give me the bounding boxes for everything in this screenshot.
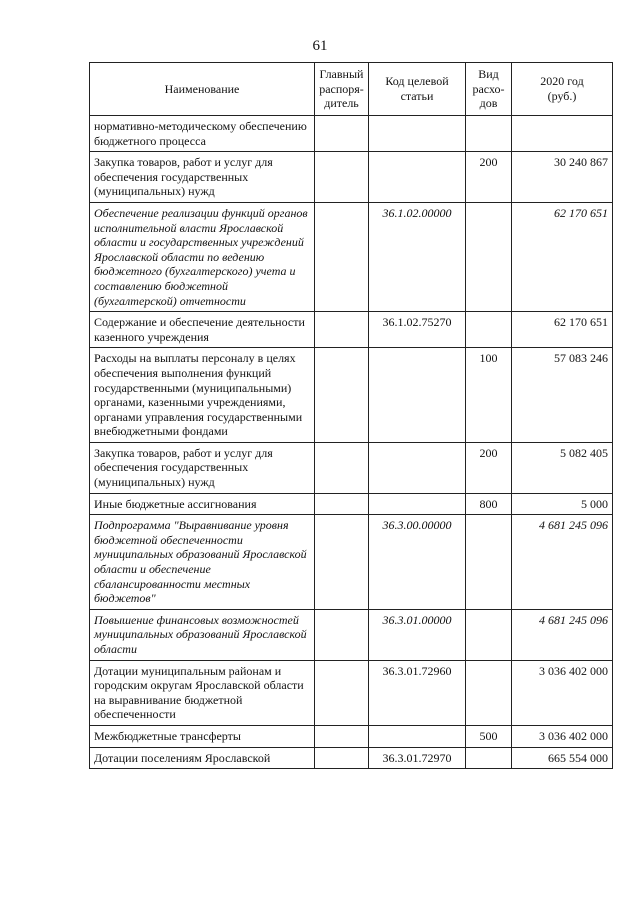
row-code-cell: 36.1.02.00000 bbox=[369, 202, 466, 311]
table-row bbox=[90, 312, 613, 348]
row-code-cell: 36.1.02.75270 bbox=[369, 312, 466, 348]
table-row bbox=[90, 348, 613, 443]
row-code-cell: 36.3.01.72960 bbox=[369, 660, 466, 725]
row-kind-cell: 800 bbox=[466, 493, 512, 515]
row-name-cell: Межбюджетные трансферты bbox=[90, 725, 315, 747]
row-manager-cell bbox=[315, 152, 369, 203]
row-kind-cell: 100 bbox=[466, 348, 512, 443]
row-amount-cell: 4 681 245 096 bbox=[512, 609, 613, 660]
row-name-cell: Обеспечение реализации функций органов исполнительной власти Ярославской области и государственных учреждений Ярославской области по ведению бюджетного (бухгалтерского) учета и составлению бюджетной (бухгалтерской) отчетности bbox=[90, 202, 315, 311]
row-manager-cell bbox=[315, 660, 369, 725]
budget-table bbox=[89, 62, 613, 769]
row-name-cell: Содержание и обеспечение деятельности казенного учреждения bbox=[90, 312, 315, 348]
row-code-cell: 36.3.01.00000 bbox=[369, 609, 466, 660]
row-manager-cell bbox=[315, 609, 369, 660]
header-name: Наименование bbox=[90, 63, 315, 116]
row-amount-cell: 57 083 246 bbox=[512, 348, 613, 443]
table-row bbox=[90, 515, 613, 610]
row-name-cell: Дотации поселениям Ярославской bbox=[90, 747, 315, 769]
row-kind-cell bbox=[466, 202, 512, 311]
row-amount-cell: 3 036 402 000 bbox=[512, 660, 613, 725]
row-amount-cell: 4 681 245 096 bbox=[512, 515, 613, 610]
table-row bbox=[90, 660, 613, 725]
table-header-row bbox=[90, 63, 613, 116]
row-code-cell bbox=[369, 116, 466, 152]
row-manager-cell bbox=[315, 747, 369, 769]
header-kind: Вид расхо- дов bbox=[466, 63, 512, 116]
header-amount: 2020 год (руб.) bbox=[512, 63, 613, 116]
row-amount-cell: 62 170 651 bbox=[512, 202, 613, 311]
row-kind-cell bbox=[466, 515, 512, 610]
row-name-cell: Дотации муниципальным районам и городским округам Ярославской области на выравнивание бюджетной обеспеченности bbox=[90, 660, 315, 725]
row-name-cell: Закупка товаров, работ и услуг для обеспечения государственных (муниципальных) нужд bbox=[90, 152, 315, 203]
row-kind-cell: 500 bbox=[466, 725, 512, 747]
row-amount-cell: 3 036 402 000 bbox=[512, 725, 613, 747]
table-row bbox=[90, 747, 613, 769]
row-name-cell: Иные бюджетные ассигнования bbox=[90, 493, 315, 515]
row-kind-cell bbox=[466, 747, 512, 769]
row-code-cell: 36.3.00.00000 bbox=[369, 515, 466, 610]
row-name-cell: Повышение финансовых возможностей муниципальных образований Ярославской области bbox=[90, 609, 315, 660]
header-manager: Главный распоря- дитель bbox=[315, 63, 369, 116]
row-kind-cell bbox=[466, 609, 512, 660]
row-manager-cell bbox=[315, 312, 369, 348]
row-kind-cell bbox=[466, 312, 512, 348]
row-kind-cell bbox=[466, 116, 512, 152]
row-code-cell bbox=[369, 152, 466, 203]
row-kind-cell bbox=[466, 660, 512, 725]
row-name-cell: Закупка товаров, работ и услуг для обеспечения государственных (муниципальных) нужд bbox=[90, 442, 315, 493]
table-row bbox=[90, 152, 613, 203]
row-kind-cell: 200 bbox=[466, 152, 512, 203]
row-manager-cell bbox=[315, 116, 369, 152]
row-code-cell bbox=[369, 493, 466, 515]
row-manager-cell bbox=[315, 515, 369, 610]
row-manager-cell bbox=[315, 442, 369, 493]
row-code-cell: 36.3.01.72970 bbox=[369, 747, 466, 769]
row-manager-cell bbox=[315, 348, 369, 443]
row-manager-cell bbox=[315, 725, 369, 747]
row-manager-cell bbox=[315, 493, 369, 515]
page-number: 61 bbox=[312, 38, 328, 54]
row-amount-cell: 62 170 651 bbox=[512, 312, 613, 348]
row-code-cell bbox=[369, 348, 466, 443]
header-code: Код целевой статьи bbox=[369, 63, 466, 116]
row-name-cell: нормативно-методическому обеспечению бюджетного процесса bbox=[90, 116, 315, 152]
row-kind-cell: 200 bbox=[466, 442, 512, 493]
row-name-cell: Расходы на выплаты персоналу в целях обеспечения выполнения функций государственными (муниципальными) органами, казенными учреждениями, органами управления государственными внебюджетными фондами bbox=[90, 348, 315, 443]
row-amount-cell: 665 554 000 bbox=[512, 747, 613, 769]
table-row bbox=[90, 202, 613, 311]
row-amount-cell bbox=[512, 116, 613, 152]
row-code-cell bbox=[369, 725, 466, 747]
table-row bbox=[90, 725, 613, 747]
row-amount-cell: 5 000 bbox=[512, 493, 613, 515]
table-body bbox=[90, 116, 613, 769]
table-row bbox=[90, 116, 613, 152]
row-manager-cell bbox=[315, 202, 369, 311]
row-amount-cell: 5 082 405 bbox=[512, 442, 613, 493]
row-name-cell: Подпрограмма "Выравнивание уровня бюджетной обеспеченности муниципальных образований Ярославской области и обеспечение сбалансированности местных бюджетов" bbox=[90, 515, 315, 610]
table-row bbox=[90, 609, 613, 660]
row-amount-cell: 30 240 867 bbox=[512, 152, 613, 203]
row-code-cell bbox=[369, 442, 466, 493]
table-row bbox=[90, 442, 613, 493]
table-row bbox=[90, 493, 613, 515]
